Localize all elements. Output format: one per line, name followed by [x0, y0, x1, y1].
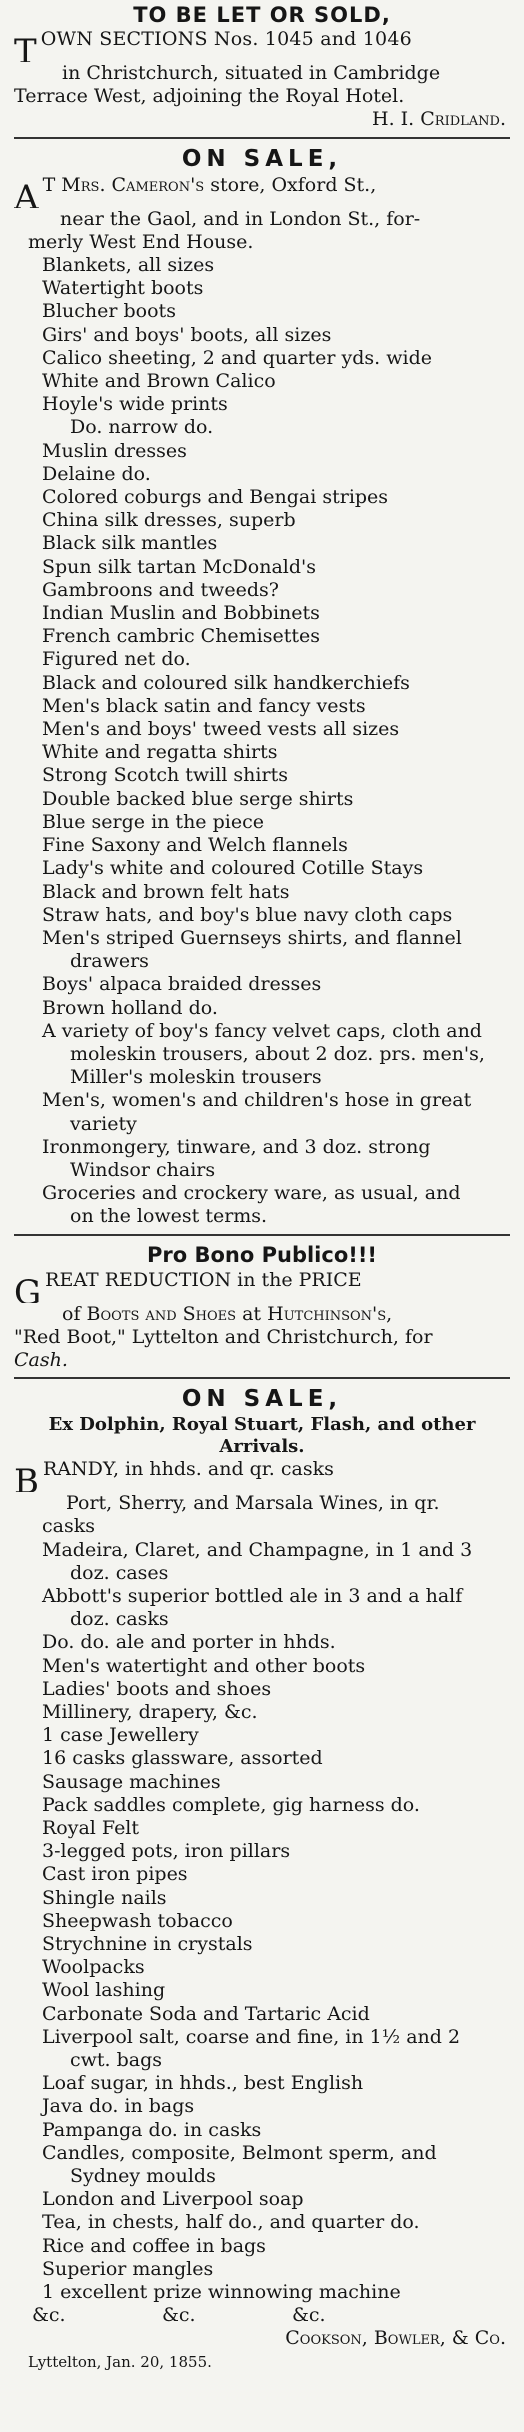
list-item: Groceries and crockery ware, as usual, and: [42, 1182, 461, 1205]
section-divider: [14, 1234, 510, 1236]
list-item: Blue serge in the piece: [42, 810, 264, 833]
list-item: Brown holland do.: [42, 996, 218, 1019]
store-name: Mrs. Cameron's: [61, 173, 205, 196]
list-item: Men's watertight and other boots: [42, 1654, 366, 1677]
list-item: Spun silk tartan McDonald's: [42, 555, 316, 578]
list-item: 1 excellent prize winnowing machine: [42, 2281, 401, 2304]
section-divider: [14, 137, 510, 139]
list-item: Miller's moleskin trousers: [70, 1066, 322, 1089]
list-item: on the lowest terms.: [70, 1205, 268, 1228]
list-item: Madeira, Claret, and Champagne, in 1 and 3: [42, 1538, 473, 1561]
list-item: Straw hats, and boy's blue navy cloth caps: [42, 903, 453, 926]
list-item: Sydney moulds: [70, 2165, 216, 2188]
list-item: Ironmongery, tinware, and 3 doz. strong: [42, 1135, 431, 1158]
list-item: Men's and boys' tweed vests all sizes: [42, 718, 400, 741]
list-item: Boys' alpaca braided dresses: [42, 973, 322, 996]
list-item: Candles, composite, Belmont sperm, and: [42, 2141, 437, 2164]
ad-heading: ON SALE,: [181, 145, 343, 172]
list-item: Cast iron pipes: [42, 1863, 188, 1886]
list-item: Muslin dresses: [42, 439, 187, 462]
ad-text-line: Terrace West, adjoining the Royal Hotel.: [14, 85, 405, 108]
list-item: doz. casks: [70, 1608, 169, 1631]
list-item: Black silk mantles: [42, 532, 218, 555]
list-item: Liverpool salt, coarse and fine, in 1½ and 2: [42, 2025, 461, 2048]
list-item: Lady's white and coloured Cotille Stays: [42, 857, 424, 880]
list-item: Tea, in chests, half do., and quarter do.: [42, 2211, 420, 2234]
ad-on-sale-cookson: [14, 1384, 510, 2374]
list-item: Sausage machines: [42, 1770, 221, 1793]
list-item: Blankets, all sizes: [42, 254, 215, 277]
list-item: Pampanga do. in casks: [42, 2118, 262, 2141]
ad-text-line: in Christchurch, situated in Cambridge: [62, 62, 441, 84]
list-item: Calico sheeting, 2 and quarter yds. wide: [42, 346, 432, 369]
ad-text-line: Cash.: [14, 1348, 68, 1371]
list-item: Shingle nails: [42, 1886, 167, 1909]
list-item: White and Brown Calico: [42, 370, 276, 393]
list-item: A variety of boy's fancy velvet caps, cloth and: [42, 1019, 482, 1042]
list-item: moleskin trousers, about 2 doz. prs. men's,: [70, 1042, 485, 1065]
list-item: Millinery, drapery, &c.: [42, 1700, 258, 1723]
item-list: [14, 254, 510, 1229]
ad-heading: TO BE LET OR SOLD,: [133, 3, 391, 27]
ad-text-line: Port, Sherry, and Marsala Wines, in qr.: [66, 1492, 440, 1515]
list-item: Fine Saxony and Welch flannels: [42, 834, 348, 857]
item-list: [14, 1539, 510, 2305]
list-item: Do. narrow do.: [70, 416, 214, 439]
section-divider: [14, 1377, 510, 1379]
list-item: French cambric Chemisettes: [42, 625, 321, 648]
ad-heading: Pro Bono Publico!!!: [147, 1242, 377, 1267]
ad-to-let: [14, 0, 510, 132]
list-item: Ladies' boots and shoes: [42, 1677, 272, 1700]
list-item: Men's, women's and children's hose in great: [42, 1089, 472, 1112]
list-item: 16 casks glassware, assorted: [42, 1747, 323, 1770]
ad-signature: H. I. Cridland.: [372, 108, 506, 131]
list-item: Windsor chairs: [70, 1158, 216, 1181]
list-item: Sheepwash tobacco: [42, 1909, 233, 1932]
list-item: London and Liverpool soap: [42, 2188, 304, 2211]
list-item: Royal Felt: [42, 1817, 140, 1839]
list-item: Carbonate Soda and Tartaric Acid: [42, 2002, 370, 2025]
ad-on-sale-cameron: ON SALE, A T Mrs. Cameron's store, Oxford St., near the Gaol, and in London St., for- merly West End House. Blankets, all sizes Watertight boots Blucher boots Girs' and boys' boots, all sizes Calico sheeting, 2 and quarter yds. wide White and Brown Calico Hoyle's wide prints Do. narrow do. Muslin dresses Delaine do. Colored coburgs and Bengai stripes China silk dresses, superb Black silk mantles Spun silk tartan McDonald's Gambroons and tweeds? Indian Muslin and Bobbinets French cambric Chemisettes Figured net do. Black and coloured silk handkerchiefs Men's black satin and fancy vests Men's and boys' tweed vests all sizes White and regatta shirts Strong Scotch twill shirts Double backed blue serge shirts Blue serge in the piece Fine Saxony and Welch flannels Lady's white and coloured Cotille Stays Black and brown felt hats Straw hats, and boy's blue navy cloth caps Men's striped Guernseys shirts, and flannel drawers Boys' alpaca braided dresses Brown holland do. A variety of boy's fancy velvet caps, cloth and moleskin trousers, about 2 doz. prs. men's, Miller's moleskin trousers Men's, women's and children's hose in great variety Ironmongery, tinware, and 3 doz. strong Windsor chairs Groceries and crockery ware, as usual, and on the lowest terms.: [14, 144, 510, 1229]
list-item: variety: [70, 1112, 137, 1135]
etc-row: &c. &c. &c.: [32, 2304, 326, 2327]
list-item: Colored coburgs and Bengai stripes: [42, 486, 389, 509]
list-item: Abbott's superior bottled ale in 3 and a half: [42, 1584, 463, 1607]
list-item: Gambroons and tweeds?: [42, 578, 279, 601]
ad-text-line: "Red Boot," Lyttelton and Christchurch, for: [14, 1325, 433, 1348]
list-item: China silk dresses, superb: [42, 509, 296, 532]
drop-cap: B: [14, 1462, 39, 1493]
list-item: Figured net do.: [42, 648, 191, 671]
drop-cap: T: [14, 32, 37, 62]
list-item: Men's black satin and fancy vests: [42, 694, 366, 717]
list-item: Superior mangles: [42, 2257, 214, 2280]
list-item: Wool lashing: [42, 1979, 166, 2002]
list-item: White and regatta shirts: [42, 741, 278, 764]
list-item: doz. cases: [70, 1561, 169, 1584]
list-item: 1 case Jewellery: [42, 1724, 199, 1747]
list-item: Men's striped Guernseys shirts, and flannel: [42, 926, 462, 949]
ad-text-line: RANDY, in hhds. and qr. casks: [43, 1458, 334, 1481]
ad-heading: ON SALE,: [181, 1386, 343, 1413]
list-item: Black and coloured silk handkerchiefs: [42, 671, 410, 694]
list-item: Woolpacks: [42, 1956, 145, 1979]
ad-text-line: REAT REDUCTION in the PRICE: [45, 1268, 362, 1291]
ad-signature: Cookson, Bowler, & Co.: [285, 2327, 506, 2350]
list-item: Black and brown felt hats: [42, 880, 290, 903]
list-item: Java do. in bags: [42, 2095, 195, 2118]
list-item: Girs' and boys' boots, all sizes: [42, 323, 332, 346]
drop-cap: A: [14, 177, 39, 208]
list-item: Indian Muslin and Bobbinets: [42, 602, 320, 625]
list-item: Loaf sugar, in hhds., best English: [42, 2072, 364, 2095]
list-item: Pack saddles complete, gig harness do.: [42, 1793, 420, 1816]
list-item: Strychnine in crystals: [42, 1933, 253, 1956]
list-item: Strong Scotch twill shirts: [42, 764, 288, 787]
ad-pro-bono: Pro Bono Publico!!! G REAT REDUCTION in the PRICE of Boots and Shoes at Hutchinson's, "Red Boot," Lyttelton and Christchurch, for Cash.: [14, 1241, 510, 1373]
ad-text-line: near the Gaol, and in London St., for-: [60, 207, 421, 230]
list-item: Blucher boots: [42, 300, 176, 323]
drop-cap: G: [14, 1272, 42, 1303]
ad-footer-date: Lyttelton, Jan. 20, 1855.: [28, 2352, 212, 2371]
ad-text-line: casks: [42, 1515, 95, 1538]
list-item: Rice and coffee in bags: [42, 2234, 266, 2257]
list-item: cwt. bags: [70, 2049, 163, 2072]
shop-name: Hutchinson's,: [267, 1302, 393, 1325]
list-item: Do. do. ale and porter in hhds.: [42, 1631, 336, 1654]
list-item: Double backed blue serge shirts: [42, 787, 354, 810]
list-item: Hoyle's wide prints: [42, 393, 228, 416]
ad-subheading: Ex Dolphin, Royal Stuart, Flash, and other: [48, 1414, 476, 1436]
ad-subheading: Arrivals.: [219, 1436, 305, 1458]
ad-text-line: OWN SECTIONS Nos. 1045 and 1046: [40, 28, 412, 50]
list-item: 3-legged pots, iron pillars: [42, 1840, 291, 1863]
list-item: Delaine do.: [42, 462, 151, 485]
list-item: Watertight boots: [42, 277, 204, 300]
ad-text-line: merly West End House.: [28, 230, 254, 253]
list-item: drawers: [70, 950, 149, 973]
